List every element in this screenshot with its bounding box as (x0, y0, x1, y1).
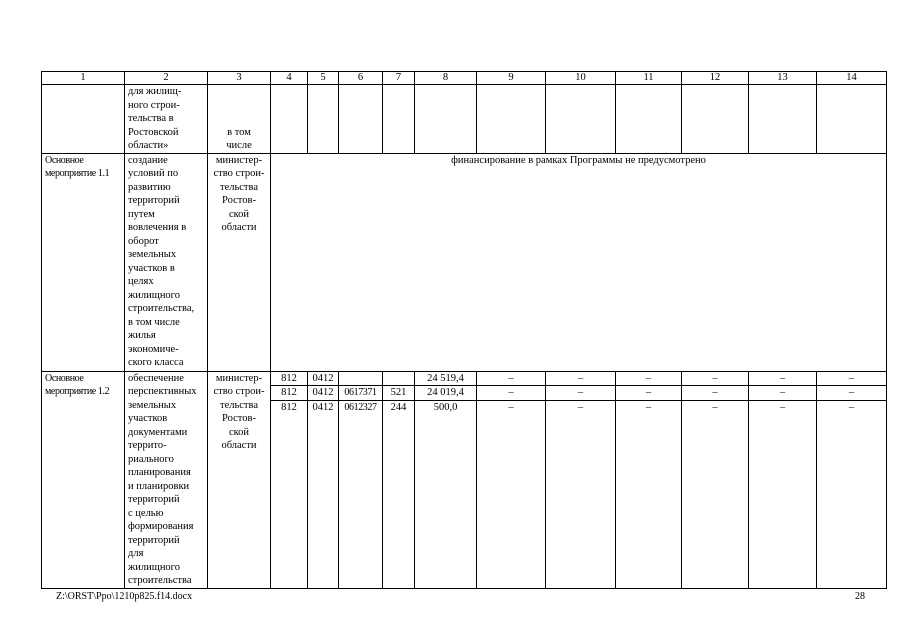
amount-total: 500,0 (415, 400, 477, 588)
activity-executor: министер- ство строи- тельства Ростов- ской области (208, 371, 271, 588)
col-number: 10 (546, 72, 616, 85)
col-number: 4 (271, 72, 308, 85)
table-row (42, 153, 887, 371)
col-number: 12 (682, 72, 749, 85)
activity-description: обеспечение перспективных земельных участков документами террито- риального планирования и планировки территорий с целью формирования территорий для жилищного строительства (125, 371, 208, 588)
rz-pr-code: 0412 (308, 400, 339, 588)
continuation-executor-text: в том числе (208, 85, 271, 154)
rz-pr-code: 0412 (308, 386, 339, 401)
table-row: Основное мероприятие 1.2 обеспечение перспективных земельных участков документами террито- риального планирования и планировки территорий с целью формирования территорий для жилищного строительства министер- ство строи- тельства Ростов- ской области 812 0412 24 519,4 – – – – – – (42, 371, 887, 386)
col-number: 13 (749, 72, 817, 85)
amount-total: 24 519,4 (415, 371, 477, 386)
file-path-footer: Z:\ORST\Ppo\1210p825.f14.docx (56, 591, 193, 602)
activity-name: Основное мероприятие 1.1 (42, 153, 125, 371)
gr-code: 812 (271, 371, 308, 386)
activity-name: Основное мероприятие 1.2 (42, 371, 125, 588)
column-number-row (42, 72, 887, 85)
vr-code (383, 371, 415, 386)
csr-code: 0612327 (339, 400, 383, 588)
page-number: 28 (855, 591, 865, 602)
activity-description: создание условий по развитию территорий путем вовлечения в оборот земельных участков в целях жилищного строительства, в том числе жилья экономиче- ского класса (125, 153, 208, 371)
gr-code: 812 (271, 386, 308, 401)
col-number: 9 (477, 72, 546, 85)
csr-code (339, 371, 383, 386)
continuation-goal-text: для жилищ- ного строи- тельства в Ростовской области» (125, 85, 208, 154)
col-number: 5 (308, 72, 339, 85)
col-number: 1 (42, 72, 125, 85)
program-table (41, 71, 887, 589)
vr-code: 244 (383, 400, 415, 588)
rz-pr-code: 0412 (308, 371, 339, 386)
financing-note: финансирование в рамках Программы не предусмотрено (271, 153, 887, 371)
gr-code: 812 (271, 400, 308, 588)
continuation-row (42, 85, 887, 154)
vr-code: 521 (383, 386, 415, 401)
table-row: 812 0412 0612327 244 500,0 – – – – – – (42, 400, 887, 588)
col-number: 11 (616, 72, 682, 85)
col-number: 14 (817, 72, 887, 85)
col-number: 7 (383, 72, 415, 85)
col-number: 8 (415, 72, 477, 85)
amount-total: 24 019,4 (415, 386, 477, 401)
activity-executor: министер- ство строи- тельства Ростов- ской области (208, 153, 271, 371)
table-row: 812 0412 0617371 521 24 019,4 – – – – – – (42, 386, 887, 401)
col-number: 2 (125, 72, 208, 85)
col-number: 3 (208, 72, 271, 85)
csr-code: 0617371 (339, 386, 383, 401)
col-number: 6 (339, 72, 383, 85)
